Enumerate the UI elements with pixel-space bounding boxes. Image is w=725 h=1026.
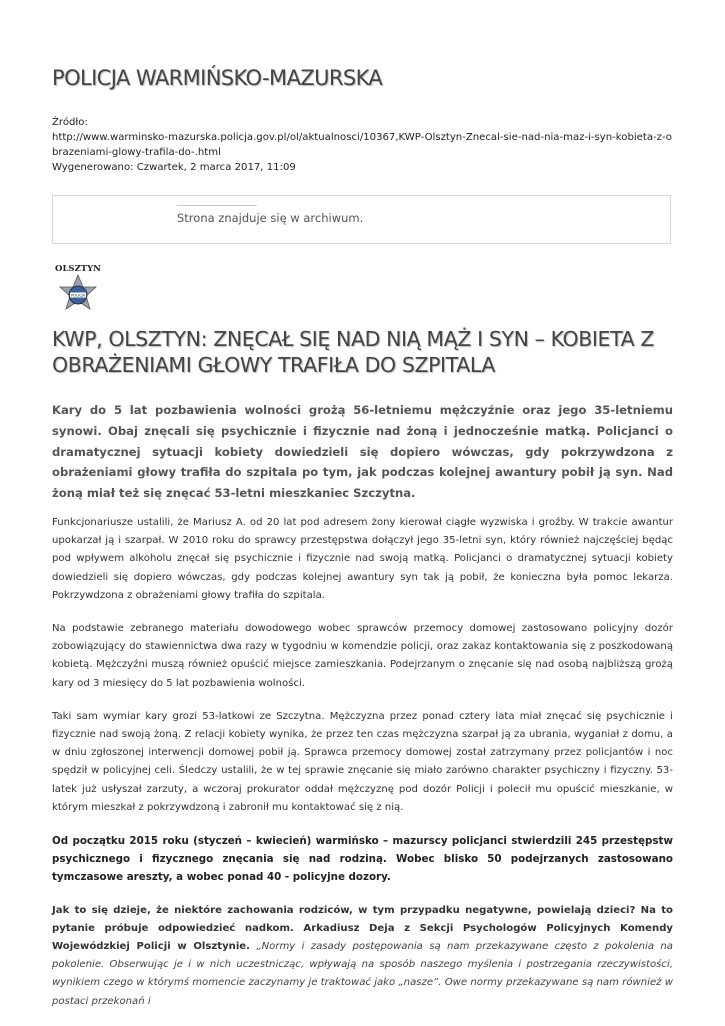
olsztyn-police-logo — [50, 262, 106, 318]
logo-badge-text: POLICJA — [70, 293, 86, 298]
archive-notice: Strona znajduje się w archiwum. — [177, 211, 364, 225]
site-title: POLICJA WARMIŃSKO-MAZURSKA — [52, 66, 383, 90]
paragraph: Funkcjonariusze ustalili, że Mariusz A. od 20 lat pod adresem żony kierował ciągłe wyzwiska i groźby. W trakcie awantur upokarzał ją i szarpał. W 2010 roku do sprawcy przestępstwa dołączył jego 35-letni syn, który również najczęściej będąc pod wpływem alkoholu znęcał się psychicznie i fizycznie nad swoją matką. Policjanci o dramatycznej sytuacji kobiety dowiedzieli się dopiero wówczas, gdy podczas kolejnej awantury syn tak ją pobił, że konieczna była pomoc lekarza. Pokrzywdzona z obrażeniami głowy trafiła do szpitala. — [52, 517, 673, 601]
police-star-icon — [50, 262, 106, 318]
psychologist-quote: „Normy i zasady postępowania są nam przekazywane często z pokolenia na pokolenie. Obserwując je i w nich uczestnicząc, wpływają na sposób naszego myślenia i postrzegania rzeczywistości, wynikiem czego w którymś momencie zaczynamy je traktować jako „nasze”. — [52, 941, 673, 989]
paragraph: Taki sam wymiar kary grozi 53-latkowi ze Szczytna. Mężczyzna przez ponad cztery lata miał znęcać się psychicznie i fizycznie nad swoją żoną. Z relacji kobiety wynika, że przez ten czas mężczyzna szarpał ją za ubrania, wyganiał z domu, a w dniu zgłoszonej interwencji domowej pobił ją. Sprawca przemocy domowej został zatrzymany przez policjantów i noc spędził w policyjnej celi. Śledczy ustalili, że w tej sprawie znęcanie się miało zarówno charakter psychiczny i fizyczny. 53-latek już usłyszał zarzuty, a wczoraj prokurator oddał mężczyznę pod dozór Policji i polecił mu opuścić mieszkanie, w którym mieszkał z pokrzywdzoną i zabronił mu kontaktować się z nią. — [52, 710, 673, 813]
logo-city-text: OLSZTYN — [55, 264, 101, 274]
generated-date: Wygenerowano: Czwartek, 2 marca 2017, 11:09 — [52, 162, 296, 173]
archive-notice-box — [52, 195, 671, 244]
archive-divider — [177, 205, 257, 206]
document-meta — [52, 115, 677, 175]
quote-continuation: Owe normy przekazywane są nam również w postaci przekonań i — [52, 977, 673, 1007]
question-text: Jak to się dzieje, że niektóre zachowania rodziców, w tym przypadku negatywne, powielają dzieci? Na to pytanie próbuje odpowiedzieć nadkom. Arkadiusz Deja z Sekcji Psychologów Policyjnych Komendy Wojewódzkiej Policji w Olsztynie. — [52, 904, 673, 953]
article-body — [52, 514, 673, 1026]
article-lead: Kary do 5 lat pozbawienia wolności grożą 56-letniemu mężczyźnie oraz jego 35-letniemu synowi. Obaj znęcali się psychicznie i fizycznie nad żoną i jednocześnie matką. Policjanci o dramatycznej sytuacji kobiety dowiedzieli się dopiero wówczas, gdy pokrzywdzona z obrażeniami głowy trafiła do szpitala po tym, jak podczas kolejnej awantury pobił ją syn. Nad żoną miał też się znęcać 53-letni mieszkaniec Szczytna. — [52, 403, 673, 501]
quote-paragraph — [52, 902, 673, 1011]
stats-paragraph: Od początku 2015 roku (styczeń – kwiecień) warmińsko – mazurscy policjanci stwierdzili 245 przestępstw psychicznego i fizycznego znęcania się nad rodziną. Wobec blisko 50 podejrzanych zastosowano tymczasowe areszty, a wobec ponad 40 - policyjne dozory. — [52, 835, 673, 884]
article-title: KWP, OLSZTYN: ZNĘCAŁ SIĘ NAD NIĄ MĄŻ I SYN – KOBIETA Z OBRAŻENIAMI GŁOWY TRAFIŁA DO SZPITALA — [52, 327, 655, 377]
source-label: Źródło: — [52, 117, 88, 128]
source-url[interactable]: http://www.warminsko-mazurska.policja.gov.pl/ol/aktualnosci/10367,KWP-Olsztyn-Znecal-sie-nad-nia-maz-i-syn-kobieta-z-obrazeniami-glowy-trafila-do-.html — [52, 132, 672, 158]
paragraph: Na podstawie zebranego materiału dowodowego wobec sprawców przemocy domowej zastosowano policyjny dozór zobowiązujący do stawiennictwa dwa razy w tygodniu w komendzie policji, oraz zakaz kontaktowania się z poszkodowaną kobietą. Mężczyźni muszą również opuścić miejsce zamieszkania. Podejrzanym o znęcanie się nad osobą najbliższą grożą kary od 3 miesięcy do 5 lat pozbawienia wolności. — [52, 623, 673, 689]
